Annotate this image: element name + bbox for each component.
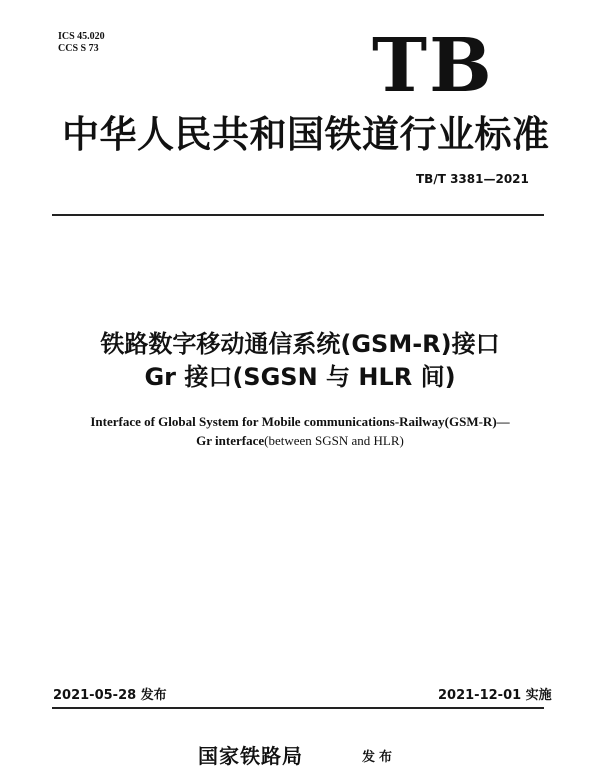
standard-category-title: 中华人民共和国铁道行业标准 <box>62 113 550 156</box>
standard-number: TB/T 3381—2021 <box>416 172 529 186</box>
document-title-en-line2-bold: Gr interface <box>196 433 265 448</box>
document-title-en-line2-rest: (between SGSN and HLR) <box>264 433 404 448</box>
ics-code: ICS 45.020 <box>58 31 105 42</box>
document-title-en-line1: Interface of Global System for Mobile communications-Railway(GSM-R)— <box>90 414 510 429</box>
document-title-en-line2 <box>0 433 600 449</box>
issuer-name: 国家铁路局 <box>198 744 303 768</box>
ccs-code: CCS S 73 <box>58 43 99 54</box>
footer-divider <box>52 707 544 709</box>
header-divider <box>52 214 544 216</box>
implementation-date: 2021-12-01 实施 <box>438 688 552 703</box>
document-title-cn-line1: 铁路数字移动通信系统(GSM-R)接口 <box>100 330 500 358</box>
tb-logo: TB <box>372 23 494 109</box>
document-title-cn-line2: Gr 接口(SGSN 与 HLR 间) <box>144 363 456 391</box>
release-date: 2021-05-28 发布 <box>53 688 167 703</box>
issuer-action: 发布 <box>362 750 397 765</box>
